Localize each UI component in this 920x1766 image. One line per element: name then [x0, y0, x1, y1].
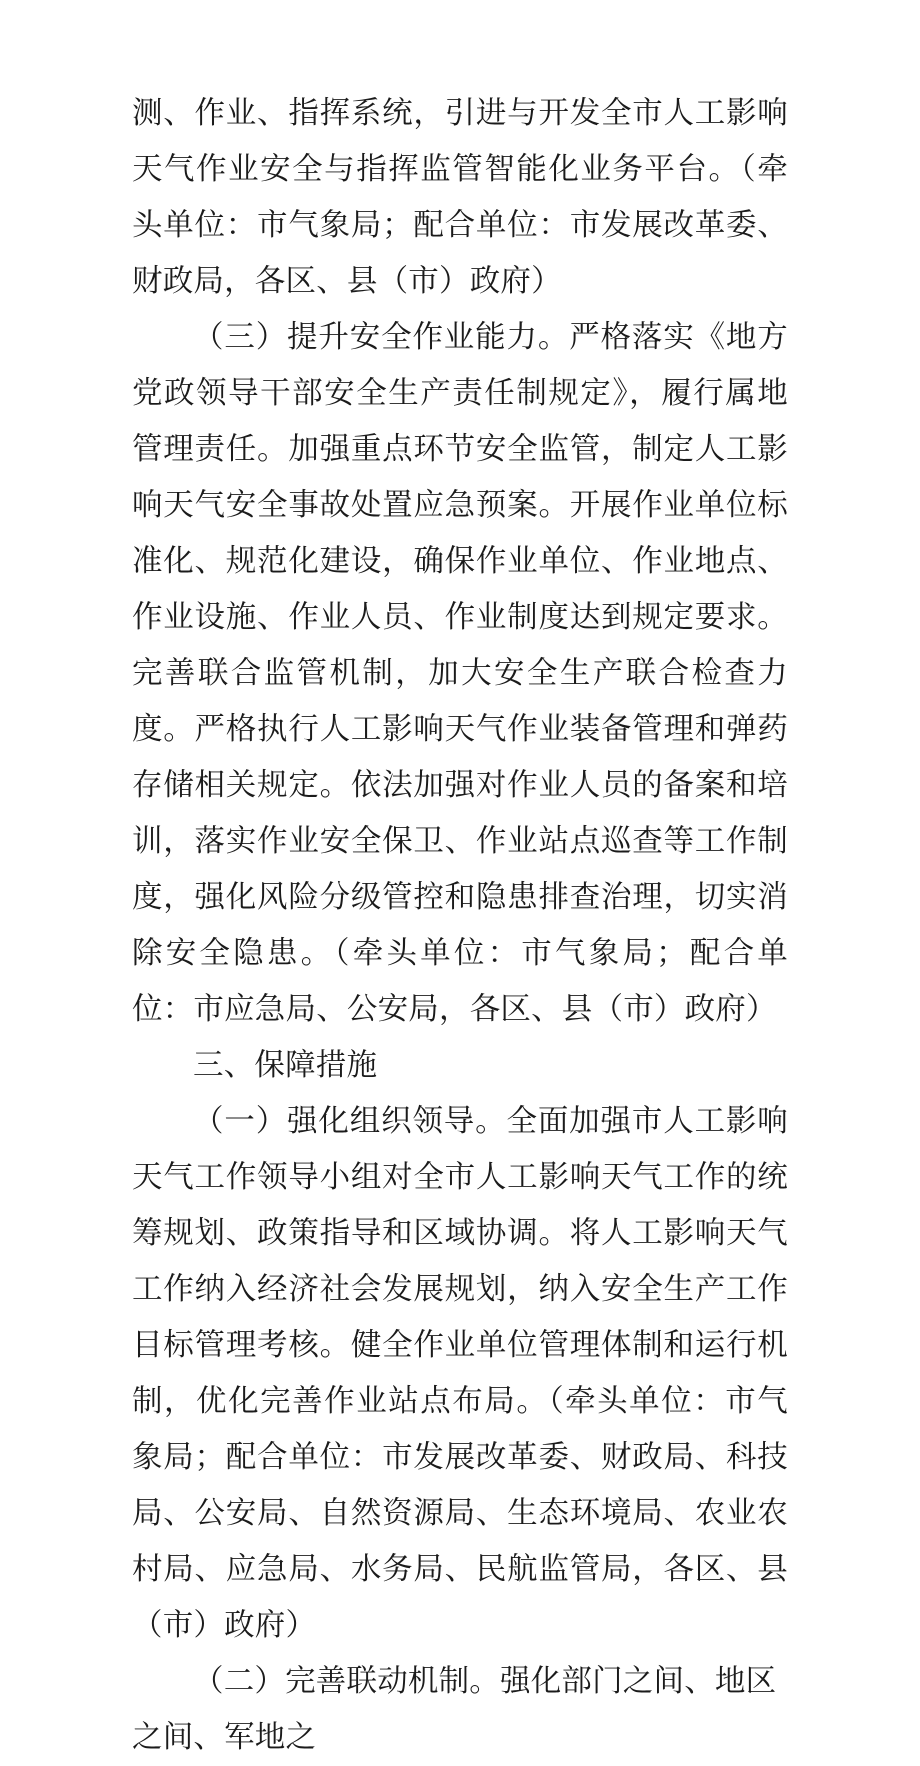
paragraph-item-three-safety-capacity: （三）提升安全作业能力。严格落实《地方党政领导干部安全生产责任制规定》，履行属地管理责任。加强重点环节安全监管，制定人工影响天气安全事故处置应急预案。开展作业单位标准化、规范化建设，确保作业单位、作业地点、作业设施、作业人员、作业制度达到规定要求。完善联合监管机制，加大安全生产联合检查力度。严格执行人工影响天气作业装备管理和弹药存储相关规定。依法加强对作业人员的备案和培训，落实作业安全保卫、作业站点巡查等工作制度，强化风险分级管控和隐患排查治理，切实消除安全隐患。（牵头单位：市气象局；配合单位：市应急局、公安局，各区、县（市）政府）: [132, 320, 788, 1027]
paragraph-item-two-improve-linkage: （二）完善联动机制。强化部门之间、地区之间、军地之: [132, 1664, 777, 1755]
document-text-body: [132, 86, 788, 1766]
section-heading-three-safeguard-measures: 三、保障措施: [193, 1048, 378, 1083]
paragraph-continued-tech-platform: 测、作业、指挥系统，引进与开发全市人工影响天气作业安全与指挥监管智能化业务平台。（牵头单位：市气象局；配合单位：市发展改革委、财政局，各区、县（市）政府）: [132, 96, 788, 299]
paragraph-item-one-strengthen-leadership: （一）强化组织领导。全面加强市人工影响天气工作领导小组对全市人工影响天气工作的统筹规划、政策指导和区域协调。将人工影响天气工作纳入经济社会发展规划，纳入安全生产工作目标管理考核。健全作业单位管理体制和运行机制，优化完善作业站点布局。（牵头单位：市气象局；配合单位：市发展改革委、财政局、科技局、公安局、自然资源局、生态环境局、农业农村局、应急局、水务局、民航监管局，各区、县（市）政府）: [132, 1104, 788, 1643]
